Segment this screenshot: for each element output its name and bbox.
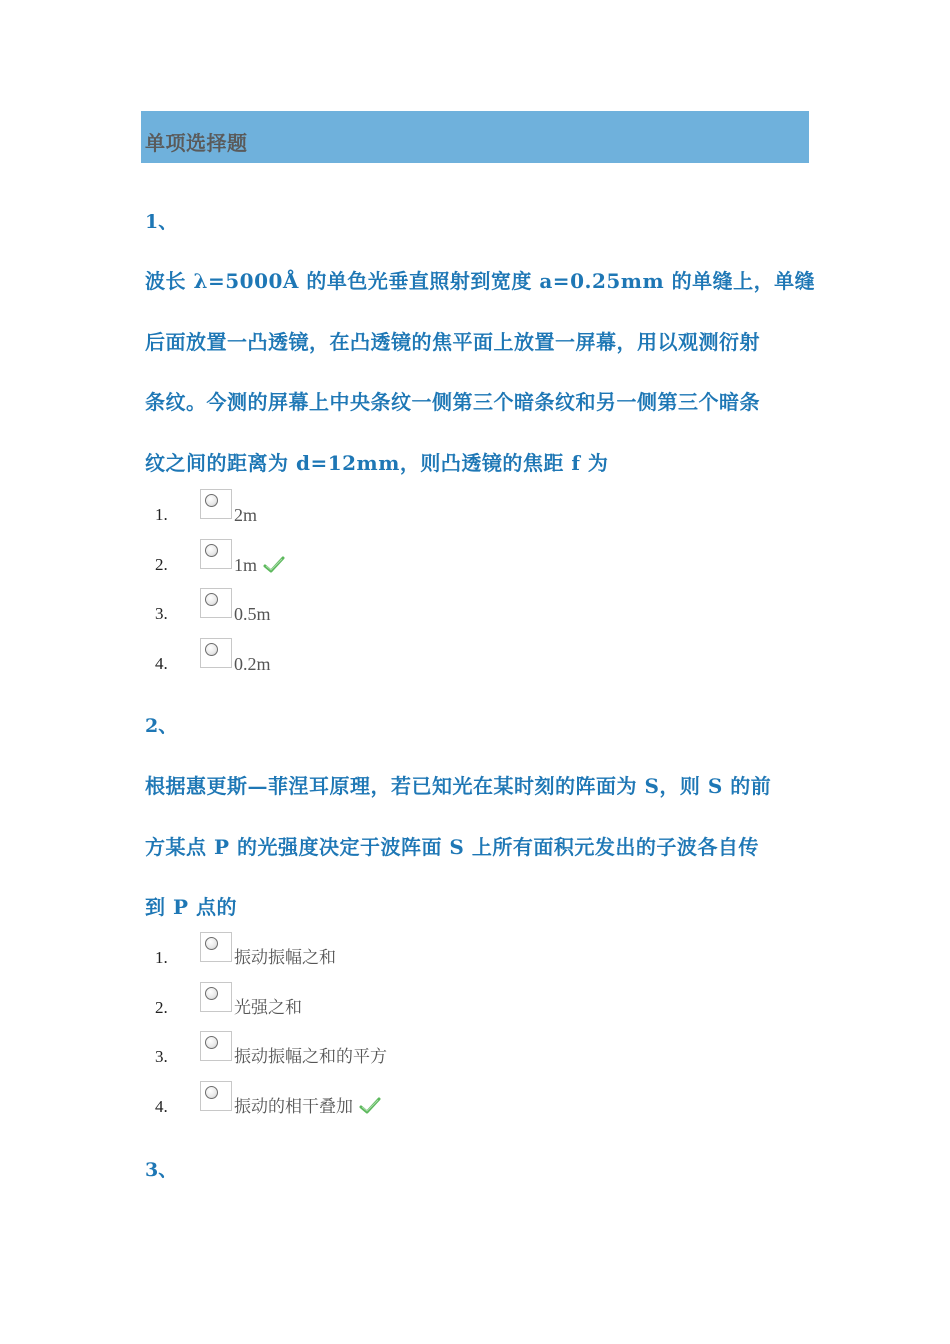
option-label: 0.5m	[234, 604, 271, 625]
radio-button-icon	[205, 987, 218, 1000]
option-number: 4.	[155, 653, 168, 673]
radio-button-icon	[205, 1086, 218, 1099]
option-item[interactable]	[150, 539, 450, 589]
radio-button-icon	[205, 494, 218, 507]
check-mark-icon	[359, 1097, 381, 1115]
radio-button[interactable]	[200, 638, 232, 668]
option-item[interactable]	[150, 638, 450, 688]
option-item[interactable]	[150, 1031, 450, 1081]
option-number: 1.	[155, 948, 168, 967]
option-number: 3.	[155, 1047, 168, 1067]
question-2-number: 2、	[145, 715, 178, 737]
radio-button-icon	[205, 593, 218, 606]
section-title: 单项选择题	[145, 131, 248, 155]
option-number: 4.	[155, 1096, 168, 1116]
radio-button[interactable]	[200, 489, 232, 519]
question-1-line-2: 后面放置一凸透镜，在凸透镜的焦平面上放置一屏幕，用以观测衍射	[145, 329, 760, 354]
radio-button-icon	[205, 1036, 218, 1049]
option-item[interactable]	[150, 588, 450, 638]
option-label: 振动振幅之和的平方	[234, 1047, 387, 1068]
option-label-wrap	[234, 554, 285, 576]
radio-button[interactable]	[200, 588, 232, 618]
option-item[interactable]	[150, 1081, 450, 1131]
option-item[interactable]	[150, 982, 450, 1032]
option-number: 1.	[155, 505, 168, 524]
radio-button-icon	[205, 937, 218, 950]
question-1-text	[145, 251, 817, 494]
option-label: 振动的相干叠加	[234, 1096, 353, 1117]
question-3-number: 3、	[145, 1159, 178, 1181]
radio-button[interactable]	[200, 1031, 232, 1061]
question-2-text	[145, 756, 817, 938]
question-2-options	[150, 932, 450, 1130]
option-label: 1m	[234, 554, 258, 575]
option-label-wrap	[234, 1096, 381, 1118]
option-label: 0.2m	[234, 653, 271, 674]
option-label: 光强之和	[234, 997, 302, 1018]
option-number: 2.	[155, 997, 168, 1017]
question-1-line-4: 纹之间的距离为 d=12mm，则凸透镜的焦距 f 为	[145, 451, 609, 476]
radio-button-icon	[205, 544, 218, 557]
option-item[interactable]	[150, 489, 450, 539]
option-item[interactable]	[150, 932, 450, 982]
question-1-options	[150, 489, 450, 687]
question-1-number: 1、	[145, 211, 178, 233]
question-2-line-1: 根据惠更斯—菲涅耳原理，若已知光在某时刻的阵面为 S，则 S 的前	[145, 774, 772, 798]
option-label: 振动振幅之和	[234, 948, 336, 968]
radio-button[interactable]	[200, 932, 232, 962]
radio-button[interactable]	[200, 539, 232, 569]
option-label: 2m	[234, 505, 258, 525]
radio-button-icon	[205, 643, 218, 656]
radio-button[interactable]	[200, 982, 232, 1012]
question-1-line-1: 波长 λ=5000Å 的单色光垂直照射到宽度 a=0.25mm 的单缝上，单缝	[145, 269, 816, 293]
question-2-line-2: 方某点 P 的光强度决定于波阵面 S 上所有面积元发出的子波各自传	[145, 834, 759, 859]
radio-button[interactable]	[200, 1081, 232, 1111]
question-2-line-3: 到 P 点的	[145, 895, 237, 920]
question-1-line-3: 条纹。今测的屏幕上中央条纹一侧第三个暗条纹和另一侧第三个暗条	[145, 390, 760, 415]
section-header	[141, 111, 809, 163]
check-mark-icon	[263, 556, 285, 574]
option-number: 2.	[155, 554, 168, 574]
option-number: 3.	[155, 604, 168, 624]
